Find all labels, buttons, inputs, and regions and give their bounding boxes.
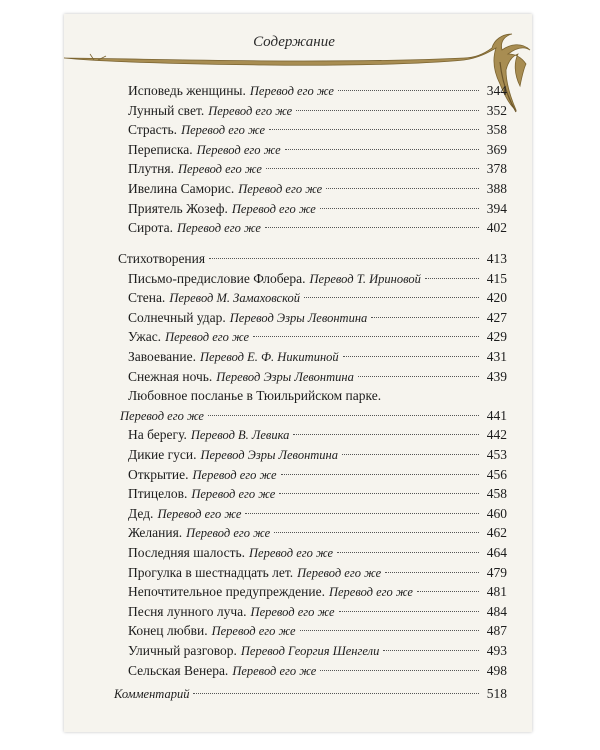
toc-entry	[128, 199, 507, 219]
dot-leader	[425, 278, 479, 279]
poem-entry	[128, 465, 507, 485]
entry-title: Лунный свет.	[128, 102, 205, 118]
poem-entry	[128, 602, 507, 622]
toc-entry	[128, 179, 507, 199]
page-number: 352	[486, 102, 507, 118]
page-number: 518	[486, 686, 507, 702]
dot-leader	[371, 317, 479, 318]
poem-entry	[128, 308, 507, 328]
dot-leader	[342, 454, 479, 455]
entry-title: Плутня.	[128, 161, 174, 177]
entry-title: Исповедь женщины.	[128, 83, 246, 98]
entry-title: Завоевание.	[128, 349, 196, 364]
book-page	[64, 14, 532, 732]
dot-leader	[343, 356, 479, 357]
dot-leader	[253, 336, 479, 337]
dot-leader	[208, 415, 479, 416]
entry-translator: Перевод его же	[120, 408, 204, 423]
page-number: 429	[486, 329, 507, 345]
poem-entry	[128, 386, 507, 406]
dot-leader	[358, 376, 479, 377]
entry-title: Ивелина Саморис.	[128, 181, 235, 196]
dot-leader	[320, 670, 479, 671]
dot-leader	[383, 650, 479, 651]
entry-title: Письмо-предисловие Флобера.	[128, 270, 306, 286]
poem-entry	[128, 582, 507, 602]
dot-leader	[245, 513, 479, 514]
entry-translator: Перевод его же	[297, 565, 382, 580]
page-number: 493	[486, 643, 507, 658]
toc-entry	[128, 81, 507, 101]
entry-translator: Перевод его же	[211, 624, 296, 639]
poem-entry	[128, 543, 507, 563]
dot-leader	[326, 188, 479, 189]
dot-leader	[269, 129, 479, 130]
dot-leader	[279, 493, 479, 494]
entry-translator: Перевод его же	[177, 162, 262, 177]
entry-translator: Перевод его же	[165, 330, 250, 345]
page-number: 453	[486, 447, 507, 462]
entry-translator: Перевод его же	[238, 182, 323, 196]
page-number: 415	[486, 270, 507, 286]
poem-entry	[120, 406, 507, 426]
poem-entry	[128, 641, 507, 661]
page-number: 427	[486, 309, 507, 325]
toc-entry	[128, 101, 507, 121]
entry-translator: Перевод его же	[328, 585, 413, 600]
entry-title: Солнечный удар.	[128, 309, 226, 325]
dot-leader	[339, 611, 479, 612]
poem-entry	[128, 347, 507, 367]
dot-leader	[193, 693, 479, 694]
entry-title: Конец любви.	[128, 623, 208, 639]
entry-translator: Перевод его же	[157, 506, 242, 521]
dot-leader	[265, 227, 479, 228]
toc-entry	[128, 140, 507, 160]
entry-title: Снежная ночь.	[128, 368, 213, 384]
entry-translator: Перевод В. Левика	[190, 428, 290, 443]
toc-entry	[128, 120, 507, 140]
entry-translator: Перевод его же	[176, 221, 261, 236]
entry-translator: Перевод его же	[208, 103, 293, 118]
toc-entry	[128, 159, 507, 179]
poem-entry	[128, 445, 507, 465]
poem-entry	[128, 425, 507, 445]
toc-entry	[128, 218, 507, 238]
dot-leader	[285, 149, 479, 150]
entry-title: Песня лунного луча.	[128, 603, 247, 619]
entry-title: Желания.	[128, 525, 183, 541]
page-title: Содержание	[253, 34, 335, 50]
entry-translator: Перевод его же	[232, 663, 317, 678]
entry-title: Последняя шалость.	[128, 545, 246, 560]
entry-title: Комментарий	[114, 687, 190, 702]
entry-translator: Перевод его же	[191, 487, 276, 502]
poem-entry	[128, 621, 507, 641]
entry-title: Страсть.	[128, 122, 178, 138]
dot-leader	[209, 258, 479, 259]
poem-entry	[128, 288, 507, 308]
entry-title: Переписка.	[128, 141, 193, 157]
page-number: 442	[486, 427, 507, 443]
dot-leader	[274, 532, 479, 533]
dot-leader	[296, 110, 479, 111]
entry-title: На берегу.	[128, 427, 187, 443]
page-number: 498	[486, 662, 507, 678]
entry-translator: Перевод Эзры Левонтина	[216, 369, 354, 384]
poem-entry	[128, 484, 507, 504]
dot-leader	[281, 474, 479, 475]
entry-title: Любовное посланье в Тюильрийском парке.	[128, 388, 382, 404]
entry-translator: Перевод Эзры Левонтина	[229, 310, 368, 325]
page-number: 431	[486, 349, 507, 364]
poem-entry	[128, 563, 507, 583]
entry-title: Непочтительное предупреждение.	[128, 584, 325, 600]
page-number: 462	[486, 525, 507, 541]
entry-translator: Перевод его же	[181, 123, 266, 138]
poem-entry	[128, 367, 507, 387]
poem-entry	[128, 661, 507, 681]
entry-translator: Перевод Георгия Шенгели	[240, 644, 380, 658]
entry-title: Уличный разговор.	[128, 643, 237, 658]
entry-translator: Перевод Эзры Левонтина	[200, 448, 338, 462]
page-number: 460	[486, 505, 507, 521]
entry-translator: Перевод его же	[249, 546, 334, 560]
dot-leader	[338, 90, 479, 91]
poem-entry	[128, 269, 507, 289]
page-number: 358	[486, 122, 507, 138]
entry-translator: Перевод Т. Ириновой	[309, 271, 421, 286]
dot-leader	[417, 591, 479, 592]
entry-translator: Перевод его же	[231, 201, 316, 216]
page-number: 344	[486, 83, 507, 98]
section-heading	[118, 249, 507, 269]
page-number: 420	[486, 290, 507, 306]
page-number: 394	[486, 200, 507, 216]
entry-translator: Перевод Е. Ф. Никитиной	[199, 350, 339, 364]
page-number: 458	[486, 486, 507, 502]
page-number: 378	[486, 161, 507, 177]
entry-translator: Перевод М. Замаховской	[169, 291, 300, 306]
page-number: 487	[486, 623, 507, 639]
page-number: 369	[486, 141, 507, 157]
entry-translator: Перевод его же	[249, 84, 334, 98]
dot-leader	[385, 572, 479, 573]
entry-title: Сирота.	[128, 220, 173, 236]
page-number: 388	[486, 181, 507, 196]
entry-title: Прогулка в шестнадцать лет.	[128, 564, 294, 580]
page-number: 441	[486, 407, 507, 423]
dot-leader	[266, 168, 479, 169]
entry-title: Сельская Венера.	[128, 662, 229, 678]
dot-leader	[293, 434, 479, 435]
page-number: 402	[486, 220, 507, 236]
page-number: 481	[486, 584, 507, 600]
comments-entry	[114, 684, 507, 704]
entry-title: Стена.	[128, 290, 166, 306]
entry-translator: Перевод его же	[192, 467, 277, 482]
entry-title: Открытие.	[128, 466, 189, 482]
entry-translator: Перевод его же	[250, 604, 335, 619]
page-number: 464	[486, 545, 507, 560]
page-number: 413	[486, 251, 507, 266]
dot-leader	[337, 552, 479, 553]
page-number: 484	[486, 603, 507, 619]
entry-translator: Перевод его же	[186, 526, 271, 541]
dot-leader	[320, 208, 479, 209]
page-number: 479	[486, 564, 507, 580]
page-number: 456	[486, 466, 507, 482]
entry-translator: Перевод его же	[196, 142, 281, 157]
poem-entry	[128, 504, 507, 524]
entry-title: Дикие гуси.	[128, 447, 197, 462]
poem-entry	[128, 523, 507, 543]
dot-leader	[300, 630, 479, 631]
entry-title: Дед.	[128, 505, 154, 521]
page-number: 439	[486, 368, 507, 384]
entry-title: Ужас.	[128, 329, 162, 345]
poem-entry	[128, 327, 507, 347]
dot-leader	[304, 297, 479, 298]
entry-title: Птицелов.	[128, 486, 188, 502]
entry-title: Стихотворения	[118, 251, 206, 266]
entry-title: Приятель Жозеф.	[128, 200, 228, 216]
